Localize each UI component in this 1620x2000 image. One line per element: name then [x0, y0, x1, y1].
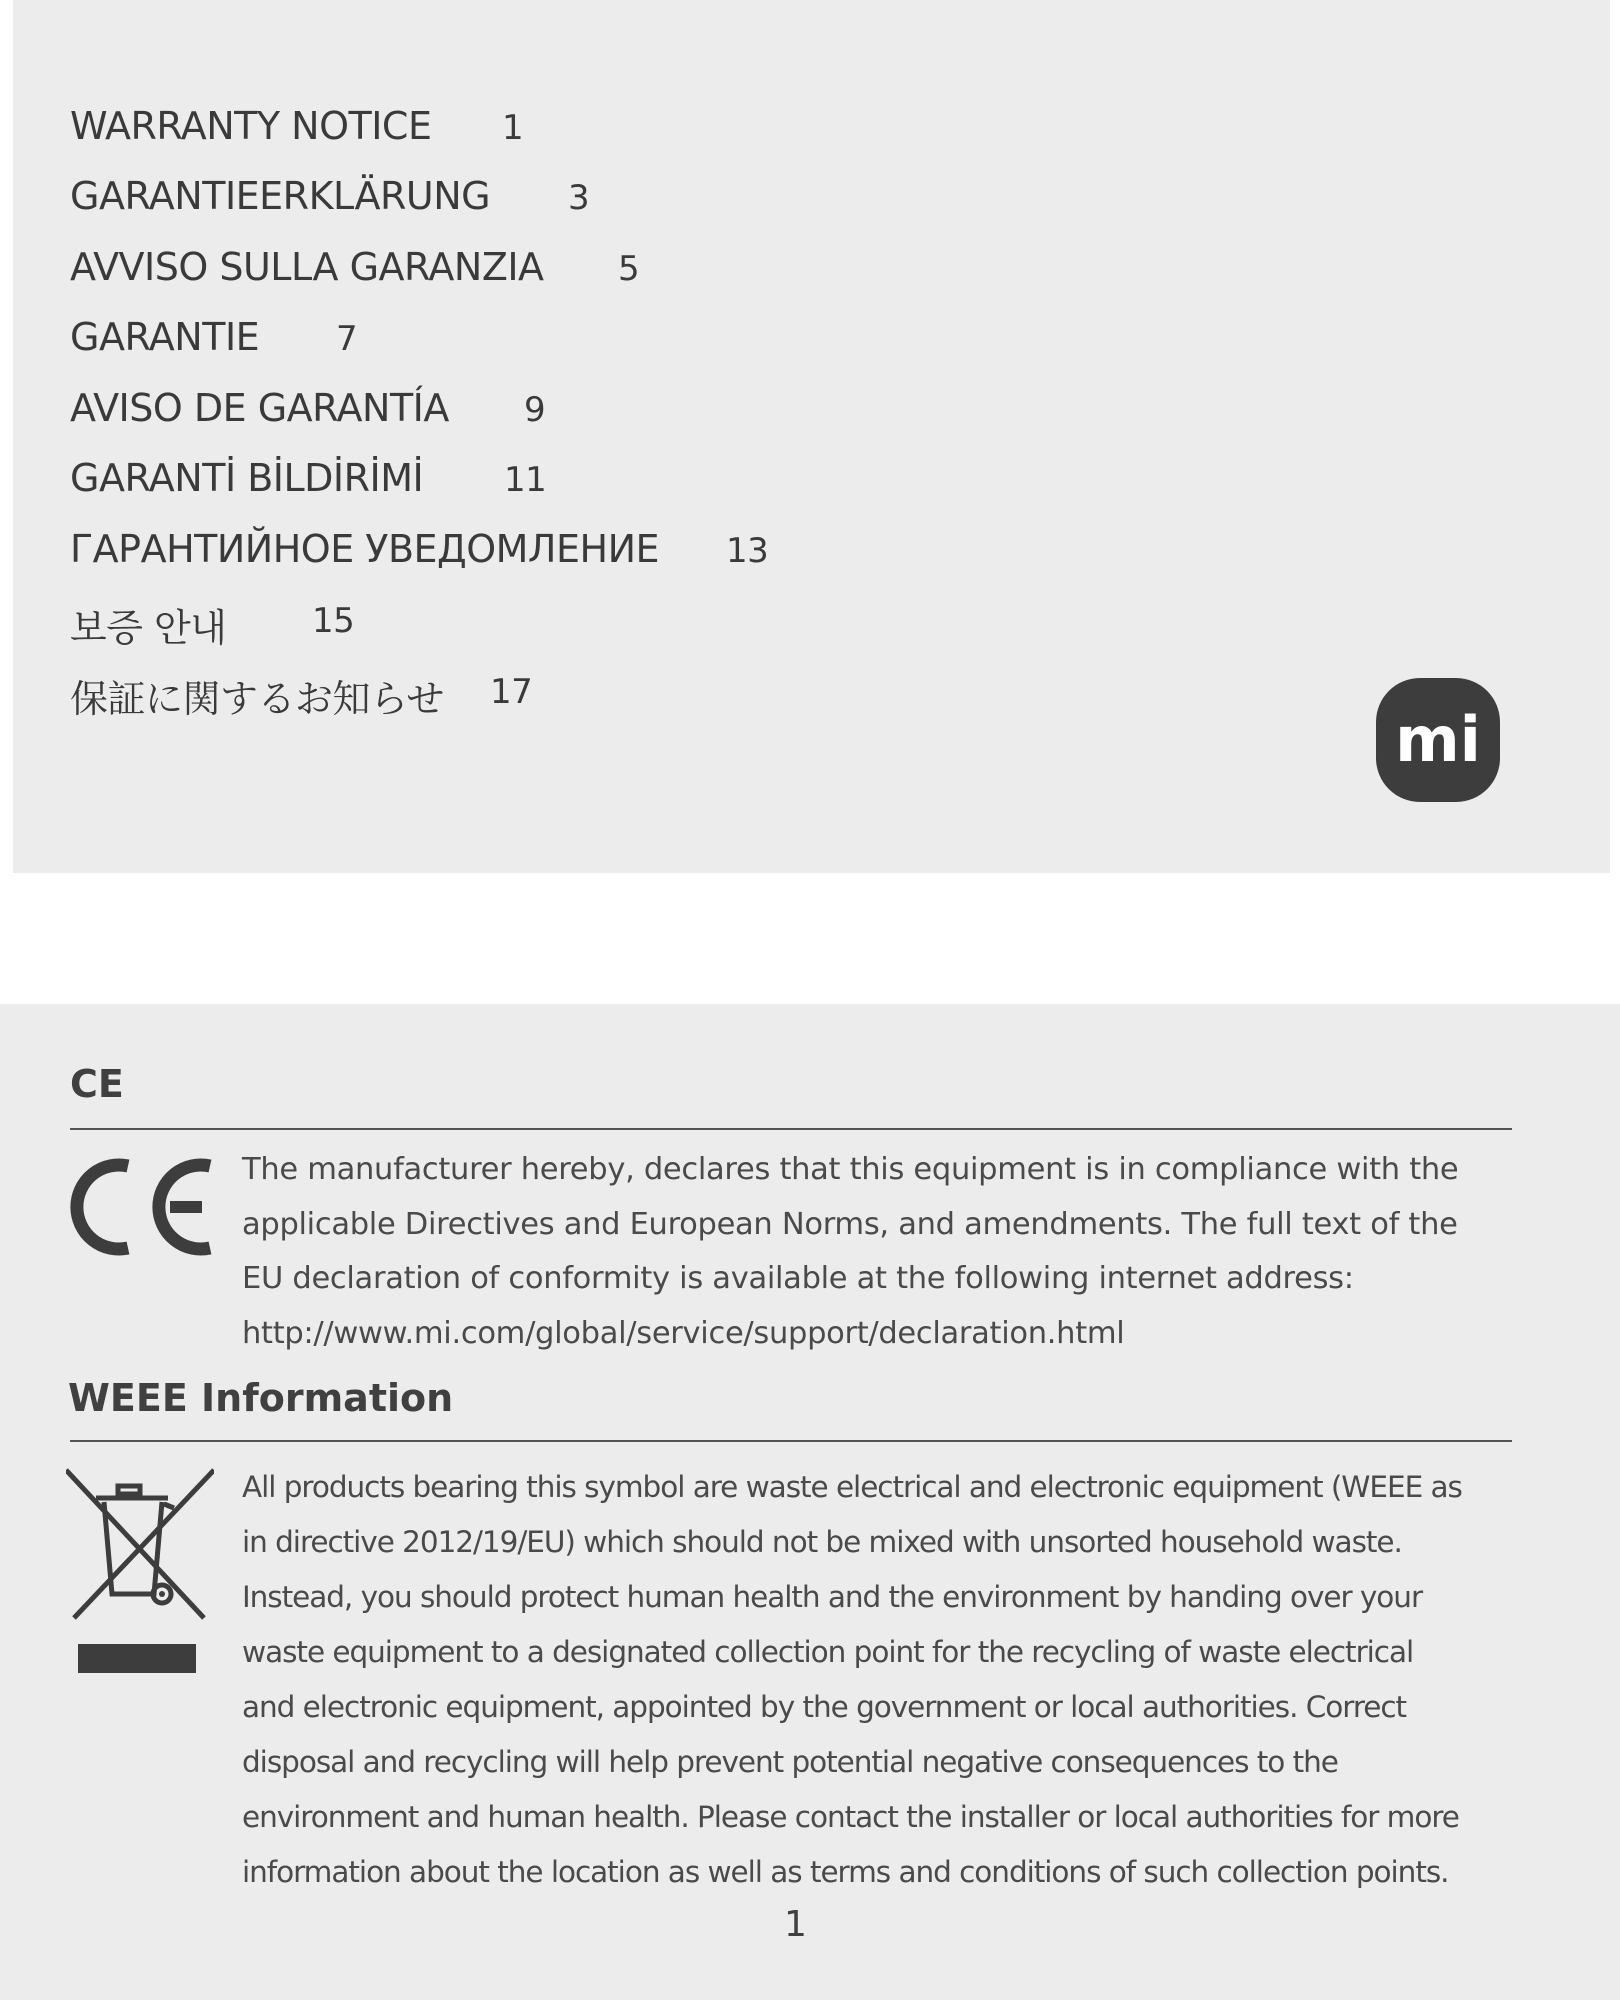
- toc-item-page: 3: [568, 178, 590, 218]
- toc-item-label: WARRANTY NOTICE: [70, 104, 432, 148]
- declaration-url-link[interactable]: http://www.mi.com/global/service/support/declaration.html: [242, 1316, 1125, 1351]
- mi-logo: [1376, 678, 1500, 802]
- ce-text-line: applicable Directives and European Norms, and amendments. The full text of the: [242, 1207, 1458, 1242]
- toc-item-label: AVISO DE GARANTÍA: [70, 386, 449, 430]
- toc-item-label: GARANTIEERKLÄRUNG: [70, 174, 491, 218]
- weee-text-line: and electronic equipment, appointed by the government or local authorities. Correct: [242, 1690, 1407, 1724]
- weee-bar-symbol: [78, 1644, 196, 1673]
- toc-item-page: 1: [502, 108, 524, 148]
- mi-logo-text: mi: [1395, 703, 1481, 776]
- weee-text-line: environment and human health. Please contact the installer or local authorities for more: [242, 1800, 1459, 1834]
- toc-item-page: 11: [504, 460, 547, 500]
- weee-text-line: in directive 2012/19/EU) which should not be mixed with unsorted household waste.: [242, 1525, 1402, 1559]
- toc-item-label: 保証に関するお知らせ: [70, 677, 444, 721]
- page-number: 1: [784, 1904, 807, 1945]
- weee-text-line: information about the location as well as terms and conditions of such collection points.: [242, 1855, 1449, 1889]
- ce-mark-icon: [68, 1152, 218, 1262]
- ce-text-line: The manufacturer hereby, declares that this equipment is in compliance with the: [242, 1152, 1459, 1187]
- ce-text-line: EU declaration of conformity is available at the following internet address:: [242, 1261, 1354, 1296]
- toc-item-label: GARANTIE: [70, 315, 260, 359]
- weee-text-line: Instead, you should protect human health and the environment by handing over your: [242, 1580, 1423, 1614]
- weee-text-line: waste equipment to a designated collection point for the recycling of waste electrical: [242, 1635, 1414, 1669]
- toc-item-page: 9: [524, 390, 546, 430]
- ce-heading: CE: [70, 1062, 124, 1106]
- toc-item-page: 7: [336, 319, 358, 359]
- weee-text-line: All products bearing this symbol are waste electrical and electronic equipment (WEEE as: [242, 1470, 1462, 1504]
- toc-item-label: GARANTİ BİLDİRİMİ: [70, 456, 424, 500]
- toc-item-page: 5: [618, 249, 640, 289]
- toc-item-page: 17: [490, 672, 533, 712]
- weee-divider: [70, 1440, 1512, 1442]
- weee-heading: WEEE Information: [68, 1376, 454, 1420]
- toc-item-page: 15: [312, 601, 355, 641]
- toc-item-label: ГАРАНТИЙНОЕ УВЕДОМЛЕНИЕ: [70, 527, 660, 571]
- crossed-out-bin-icon: [66, 1468, 214, 1620]
- mi-logo-icon: [1376, 678, 1500, 802]
- toc-item-page: 13: [726, 531, 769, 571]
- ce-divider: [70, 1128, 1512, 1130]
- toc-item-label: 보증 안내: [70, 606, 227, 650]
- toc-item-label: AVVISO SULLA GARANZIA: [70, 245, 544, 289]
- weee-text-line: disposal and recycling will help prevent potential negative consequences to the: [242, 1745, 1338, 1779]
